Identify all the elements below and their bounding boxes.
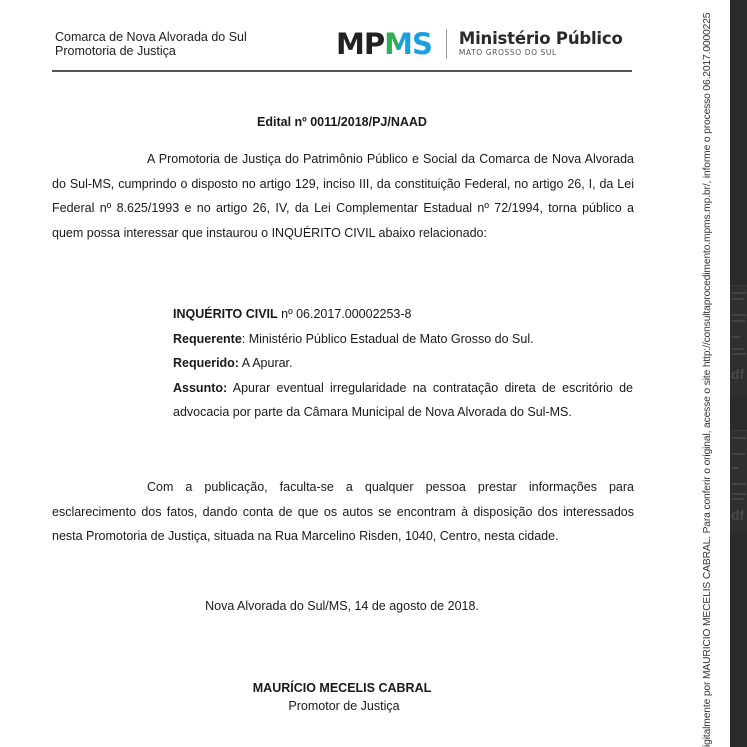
inquiry-details xyxy=(173,302,633,425)
thumbnail-line xyxy=(732,437,746,439)
inquiry-number-row xyxy=(173,302,633,327)
header-promotoria: Promotoria de Justiça xyxy=(55,44,176,58)
requerente-row xyxy=(173,327,633,352)
inquiry-label: INQUÉRITO CIVIL xyxy=(173,307,278,321)
thumbnail-line xyxy=(732,298,744,300)
assunto-label: Assunto: xyxy=(173,380,228,395)
thumbnail-line xyxy=(732,483,746,485)
requerente-label: Requerente xyxy=(173,331,242,346)
thumbnail-line xyxy=(732,320,745,322)
assunto-value: Apurar eventual irregularidade na contratação direta de escritório de advocacia por parte da Câmara Municipal de Nova Alvorada do Sul-MS. xyxy=(173,380,633,419)
logo-subtitle: MATO GROSSO DO SUL xyxy=(458,48,557,57)
paragraph-intro xyxy=(52,147,634,245)
requerido-value: A Apurar. xyxy=(238,356,293,370)
logo-mark-s: S xyxy=(411,26,432,61)
requerido-row xyxy=(173,351,633,376)
requerido-label: Requerido: xyxy=(173,356,239,370)
logo-mark-mp: MP xyxy=(336,26,385,61)
thumbnail-line xyxy=(732,493,746,495)
thumbnail-pdf-label: df xyxy=(731,507,745,523)
date-line: Nova Alvorada do Sul/MS, 14 de agosto de 2018. xyxy=(205,599,479,613)
thumbnail-side-panel[interactable] xyxy=(730,0,747,747)
inquiry-number: nº 06.2017.00002253-8 xyxy=(277,307,412,321)
thumbnail-line xyxy=(732,292,746,294)
digital-signature-stamp: igitalmente por MAURICIO MECELIS CABRAL. Para conferir o original, acesse o site http://consultaprocedimento.mpms.mp.br/, informe o processo 06.2017.0000225 xyxy=(702,12,713,747)
signatory-role: Promotor de Justiça xyxy=(288,699,400,713)
header-left xyxy=(55,30,247,58)
header-rule xyxy=(52,70,632,72)
thumbnail-pdf-label: df xyxy=(731,366,745,382)
logo-divider xyxy=(446,29,447,59)
edital-title: Edital nº 0011/2018/PJ/NAAD xyxy=(257,115,427,129)
thumbnail-line xyxy=(732,353,746,355)
logo-title: Ministério Público xyxy=(458,29,623,48)
thumbnail-line xyxy=(732,336,740,338)
paragraph-publication-text: Com a publicação, faculta-se a qualquer pessoa prestar informações para esclarecimento dos fatos, dando conta de que os autos se encontram à disposição dos interessados nesta Promotoria de Justiça, situada na Rua Marcelino Risden, 1040, Centro, nesta cidade. xyxy=(52,480,634,543)
page-thumbnail[interactable] xyxy=(730,285,747,396)
assunto-row xyxy=(173,376,633,425)
header-comarca: Comarca de Nova Alvorada do Sul xyxy=(55,30,247,44)
mpms-logo xyxy=(336,24,623,64)
logo-mark xyxy=(336,26,432,61)
thumbnail-line xyxy=(732,467,739,469)
page-thumbnail[interactable] xyxy=(730,430,747,531)
requerente-value: : Ministério Público Estadual de Mato Grosso do Sul. xyxy=(241,331,534,346)
paragraph-publication xyxy=(52,475,634,549)
thumbnail-line xyxy=(732,314,746,316)
logo-text xyxy=(459,30,623,58)
thumbnail-line xyxy=(732,348,744,350)
logo-mark-m: M xyxy=(384,26,412,61)
paragraph-intro-text: A Promotoria de Justiça do Patrimônio Público e Social da Comarca de Nova Alvorada do Sul-MS, cumprindo o disposto no artigo 129, inciso III, da constituição Federal, no artigo 26, I, da Lei Federal nº 8.625/1993 e no artigo 26, IV, da Lei Complementar Estadual nº 72/1994, torna público a quem possa interessar que instaurou o INQUÉRITO CIVIL abaixo relacionado: xyxy=(52,152,634,240)
thumbnail-line xyxy=(732,453,745,455)
signatory-name: MAURÍCIO MECELIS CABRAL xyxy=(252,681,432,695)
thumbnail-line xyxy=(732,498,744,500)
